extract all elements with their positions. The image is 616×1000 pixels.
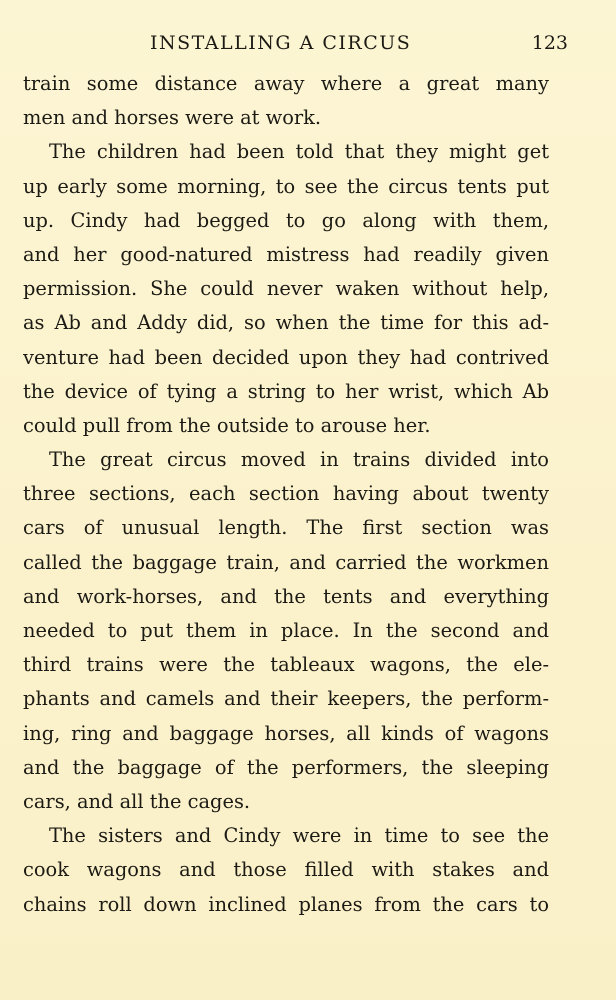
- text-line: cook wagons and those filled with stakes and: [23, 858, 549, 882]
- text-line: and the baggage of the performers, the sleeping: [23, 755, 549, 779]
- paragraph: [23, 67, 549, 135]
- text-line: three sections, each section having about twenty: [23, 482, 549, 506]
- text-line: chains roll down inclined planes from the cars to: [23, 892, 549, 916]
- text-line: third trains were the tableaux wagons, the ele-: [23, 653, 549, 677]
- text-line: and work-horses, and the tents and everything: [23, 584, 549, 608]
- chapter-title: INSTALLING A CIRCUS: [150, 32, 412, 54]
- text-line: cars, and all the cages.: [23, 789, 251, 813]
- text-line: The great circus moved in trains divided into: [49, 448, 549, 472]
- paragraph: [23, 819, 549, 922]
- text-line: up. Cindy had begged to go along with them,: [23, 208, 549, 232]
- text-line: train some distance away where a great many: [23, 72, 549, 95]
- text-line: men and horses were at work.: [23, 106, 322, 130]
- text-line: ing, ring and baggage horses, all kinds of wagons: [23, 721, 549, 745]
- body-text: [23, 67, 549, 922]
- text-line: up early some morning, to see the circus tents put: [23, 174, 549, 198]
- text-line: permission. She could never waken without help,: [23, 277, 549, 301]
- page-number: 123: [531, 32, 568, 54]
- running-head: [0, 32, 616, 60]
- text-line: could pull from the outside to arouse her.: [23, 413, 431, 437]
- text-line: phants and camels and their keepers, the perform-: [23, 687, 549, 711]
- text-line: venture had been decided upon they had contrived: [23, 345, 549, 369]
- paragraph: [23, 443, 549, 819]
- text-line: as Ab and Addy did, so when the time for this ad-: [23, 311, 549, 335]
- text-line: the device of tying a string to her wrist, which Ab: [23, 379, 549, 403]
- text-line: cars of unusual length. The first section was: [23, 516, 549, 540]
- text-line: and her good-natured mistress had readily given: [23, 242, 549, 266]
- text-line: The sisters and Cindy were in time to see the: [49, 824, 549, 848]
- paragraph: [23, 135, 549, 443]
- text-line: needed to put them in place. In the second and: [23, 619, 549, 642]
- text-line: The children had been told that they might get: [49, 140, 549, 164]
- text-line: called the baggage train, and carried the workmen: [23, 550, 549, 574]
